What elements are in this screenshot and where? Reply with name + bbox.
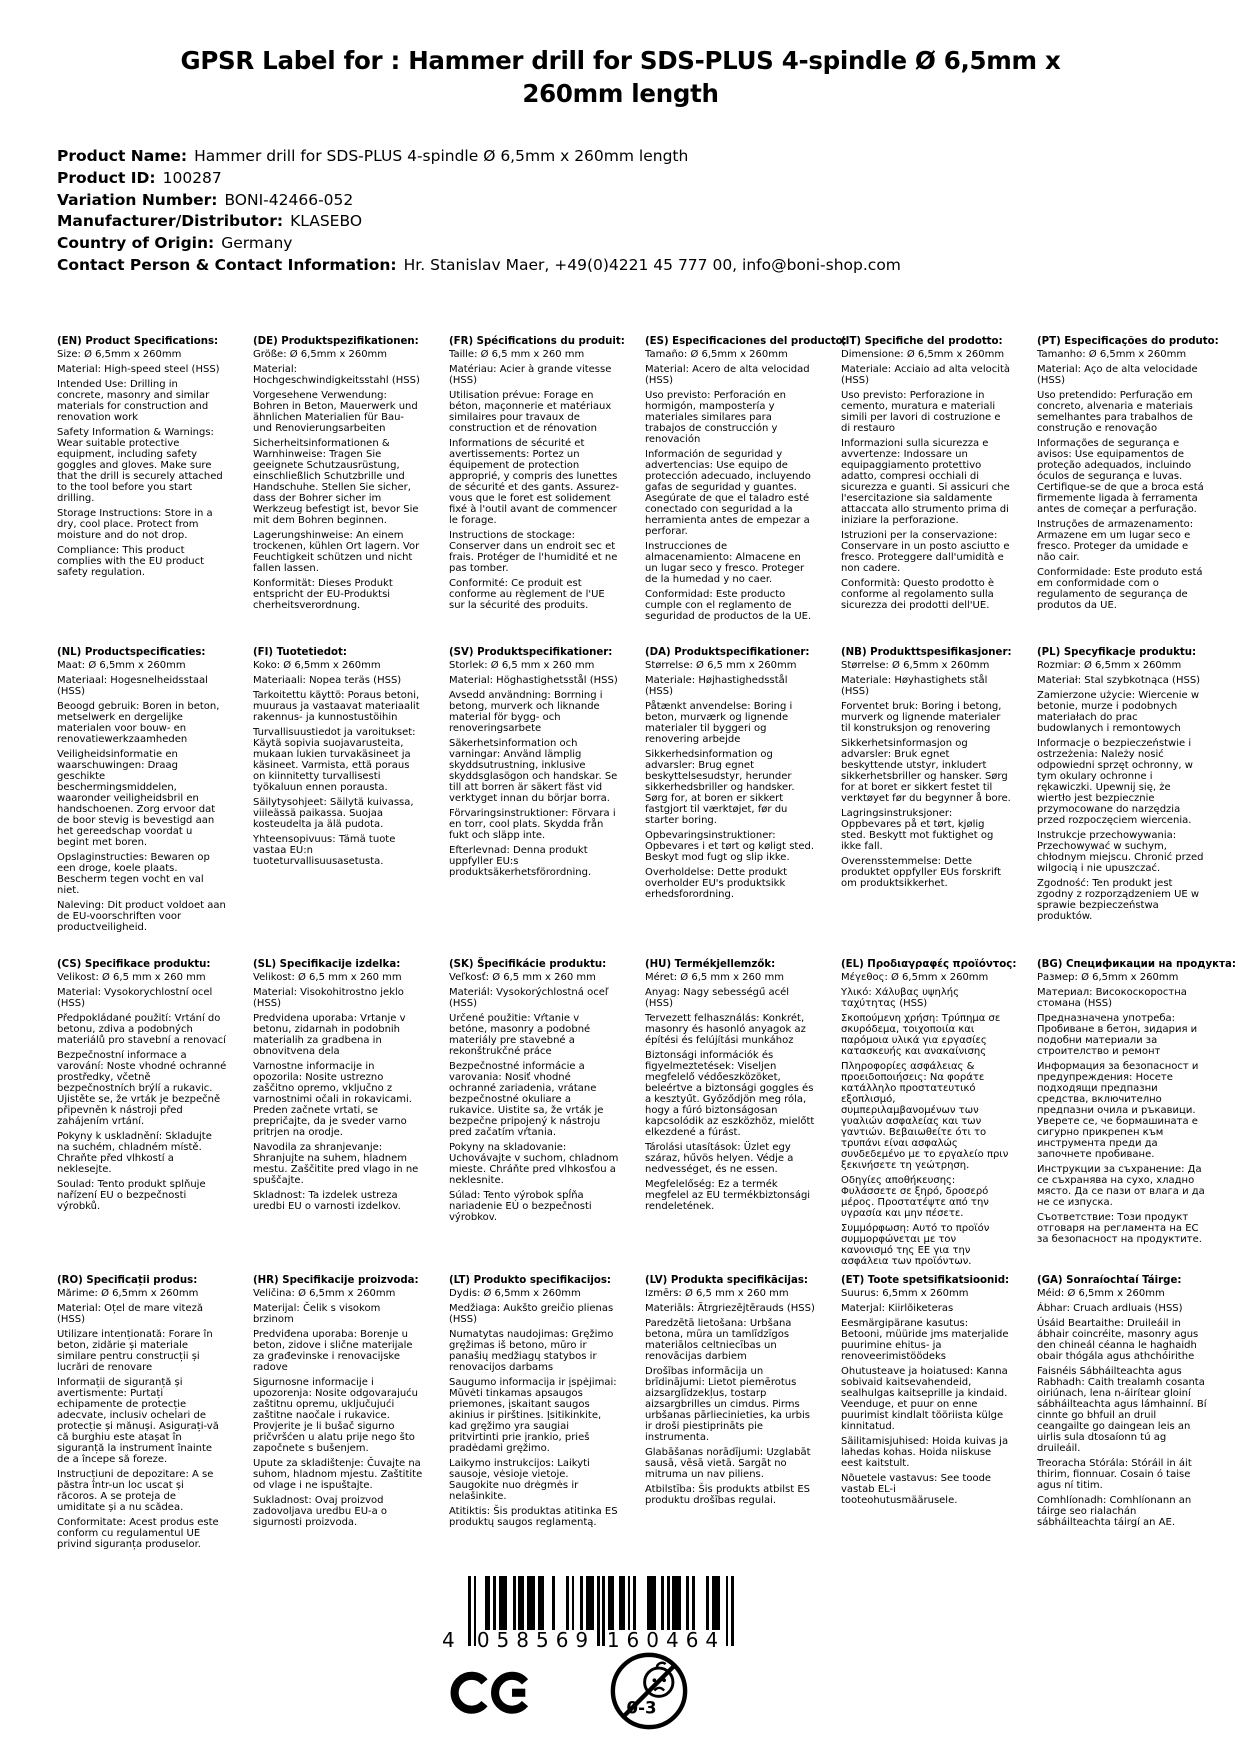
language-block-header: (BG) Спецификации на продукта: [1037, 959, 1236, 970]
language-block-fi [253, 647, 423, 959]
language-block-paragraph: Предназначена употреба: Пробиване в бетон, зидария и подобни материали за строителство и ремонт [1037, 1013, 1198, 1057]
language-block-paragraph: Materiale: Acciaio ad alta velocità (HSS) [841, 364, 1011, 386]
language-block-paragraph: Инструкции за съхранение: Да се съхранява на сухо, хладно място. Да се пази от влага и да не се изпуска. [1037, 1164, 1205, 1208]
language-block-ga [1037, 1275, 1207, 1554]
language-block-paragraph: Material: Acero de alta velocidad (HSS) [645, 364, 810, 386]
language-block-paragraph: Istruzioni per la conservazione: Conservare in un posto asciutto e fresco. Proteggere dall'umidità e non cadere. [841, 530, 1010, 574]
language-block-paragraph: Overholdelse: Dette produkt overholder EU's produktsikk erhedsforordning. [645, 867, 788, 900]
language-block-paragraph: Instruções de armazenamento: Armazene em um lugar seco e fresco. Proteger da umidade e não cair. [1037, 519, 1194, 563]
language-block-paragraph: Compliance: This product complies with the EU product safety regulation. [57, 545, 205, 578]
language-block-paragraph: Skladnost: Ta izdelek ustreza uredbi EU o varnosti izdelkov. [253, 1190, 401, 1212]
language-block-paragraph: Opslaginstructies: Bewaren op een droge, koele plaats. Bescherm tegen vocht en val niet. [57, 852, 210, 896]
language-block-paragraph: Pokyny k uskladnění: Skladujte na suchém, chladném místě. Chraňte před vlhkostí a neklesejte. [57, 1131, 212, 1175]
language-block-el [841, 959, 1017, 1275]
language-block-paragraph: Säkerhetsinformation och varningar: Använd lämplig skyddsutrustning, inklusive skyddsglasögon och handskar. Se till att borren är säkert fäst vid verktyget innan du börjar borra. [449, 738, 618, 804]
product-info-label: Manufacturer/Distributor: [57, 212, 284, 231]
language-block-paragraph: Soulad: Tento produkt splňuje nařízení EU o bezpečnosti výrobků. [57, 1179, 206, 1212]
language-block-header: (SV) Produktspecifikationer: [449, 647, 613, 658]
language-block-paragraph: Instrucțiuni de depozitare: A se păstra într-un loc uscat și răcoros. A se proteja de umiditate și a nu scădea. [57, 1469, 214, 1513]
language-block-paragraph: Predviđena uporaba: Borenje u beton, zidove i slične materijale za građevinske i renovacijske radove [253, 1329, 413, 1373]
barcode-bar [566, 1576, 569, 1630]
language-block-paragraph: Tervezett felhasználás: Konkrét, masonry és hasonló anyagok az építési és felújítási munkához [645, 1013, 806, 1046]
language-block-paragraph: Materiale: Høyhastighets stål (HSS) [841, 675, 988, 697]
language-block-header: (DE) Produktspezifikationen: [253, 336, 419, 347]
product-info-label: Product ID: [57, 168, 156, 187]
language-block-paragraph: Material: High-speed steel (HSS) [57, 364, 220, 375]
language-block-header: (RO) Specificații produs: [57, 1275, 198, 1286]
language-block-paragraph: Tarkoitettu käyttö: Poraus betoni, muuraus ja vastaavat materiaalit rakennus- ja kunnostustöihin [253, 690, 420, 723]
language-block-paragraph: Tárolási utasítások: Üzlet egy száraz, hűvös helyen. Védje a nedvességet, és ne essen. [645, 1142, 794, 1175]
language-block-header: (CS) Specifikace produktu: [57, 959, 211, 970]
language-block-header: (HU) Termékjellemzők: [645, 959, 776, 970]
language-block-paragraph: Информация за безопасност и предупреждения: Носете подходящи предпазни средства, включително предпазни очила и ръкавици. Уверете се, че бормашината е сигурно прикрепен към инструмента преди да започнете пробиване. [1037, 1061, 1199, 1160]
barcode-bar [706, 1576, 709, 1630]
language-block-paragraph: Größe: Ø 6,5mm x 260mm [253, 349, 388, 360]
barcode-bar [504, 1576, 507, 1630]
language-block-paragraph: Tamanho: Ø 6,5mm x 260mm [1037, 349, 1187, 360]
language-block-paragraph: Naleving: Dit product voldoet aan de EU-voorschriften voor productveiligheid. [57, 900, 226, 933]
language-block-paragraph: Instructions de stockage: Conserver dans un endroit sec et frais. Protéger de l'humidité et ne pas tomber. [449, 530, 618, 574]
language-block-header: (ES) Especificaciones del producto: [645, 336, 847, 347]
language-block-header: (SK) Špecifikácie produktu: [449, 959, 607, 970]
language-block-paragraph: Размер: Ø 6,5mm x 260mm [1037, 972, 1179, 983]
age-warning-0-3-icon [608, 1650, 690, 1736]
language-block-it [841, 336, 1011, 647]
language-grid [57, 336, 1236, 1554]
language-block-paragraph: Drošības informācija un brīdinājumi: Lietot piemērotus aizsarglīdzekļus, tostarp aizsargbrilles un cimdus. Pirms urbšanas pārliecinieties, ka urbis ir droši piestiprināts pie instrumenta. [645, 1366, 810, 1443]
language-block-paragraph: Suurus: 6,5mm x 260mm [841, 1288, 969, 1299]
language-block-paragraph: Conformità: Questo prodotto è conforme al regolamento sulla sicurezza dei prodotti dell'UE. [841, 578, 995, 611]
language-block-paragraph: Säilitamisjuhised: Hoida kuivas ja lahedas kohas. Hoida niiskuse eest kaitstult. [841, 1436, 1009, 1469]
language-block-paragraph: Mărime: Ø 6,5mm x 260mm [57, 1288, 199, 1299]
language-block-paragraph: Conformitate: Acest produs este conform cu regulamentul UE privind siguranța produselor. [57, 1517, 219, 1550]
product-info-row [57, 233, 901, 255]
barcode-bar [591, 1576, 594, 1630]
language-block-paragraph: Instrucciones de almacenamiento: Almacene en un lugar seco y fresco. Proteger de la humedad y no caer. [645, 541, 805, 585]
language-block-paragraph: Opbevaringsinstruktioner: Opbevares i et tørt og køligt sted. Beskyt mod fugt og slip ikke. [645, 830, 815, 863]
barcode-bar [611, 1576, 614, 1630]
language-block-paragraph: Förvaringsinstruktioner: Förvara i en torr, cool plats. Skydda från fukt och släpp inte. [449, 808, 616, 841]
language-block-paragraph: Informații de siguranță și avertismente: Purtați echipamente de protecție adecvate, inclusiv ochelari de protecție și mănuși. Asigurați-vă că burghiu este atașat în siguranță la instrument înainte de a începe să foreze. [57, 1377, 219, 1465]
language-block-paragraph: Matériau: Acier à grande vitesse (HSS) [449, 364, 612, 386]
product-info-label: Country of Origin: [57, 234, 215, 253]
barcode-bar [622, 1576, 625, 1630]
language-block-paragraph: Conformité: Ce produit est conforme au règlement de l'UE sur la sécurité des produits. [449, 578, 605, 611]
language-block-paragraph: Materiāls: Ātrgriezējtērauds (HSS) [645, 1303, 815, 1314]
barcode-bar [468, 1576, 471, 1646]
barcode-bar [521, 1576, 524, 1630]
language-block-fr [449, 336, 625, 647]
language-block-paragraph: Nõuetele vastavus: See toode vastab EL-i tooteohutusmäärusele. [841, 1473, 992, 1506]
language-block-paragraph: Numatytas naudojimas: Gręžimo gręžimas iš betono, mūro ir panašių medžiagų statybos ir renovacijos darbams [449, 1329, 614, 1373]
language-block-paragraph: Laikymo instrukcijos: Laikyti sausoje, vėsioje vietoje. Saugokite nuo drėgmės ir nelašinkite. [449, 1458, 590, 1502]
language-block-paragraph: Zamierzone użycie: Wiercenie w betonie, murze i podobnych materiałach do prac budowlanych i remontowych [1037, 690, 1200, 734]
language-block-paragraph: Съответствие: Този продукт отговаря на регламента на ЕС за безопасност на продуктите. [1037, 1212, 1202, 1245]
language-block-paragraph: Materiál: Vysokorýchlostná oceľ (HSS) [449, 987, 609, 1009]
language-block-paragraph: Material: Oțel de mare viteză (HSS) [57, 1303, 203, 1325]
page-title: GPSR Label for : Hammer drill for SDS-PLUS 4-spindle Ø 6,5mm x 260mm length [180, 46, 1061, 109]
barcode-bar [541, 1576, 544, 1630]
barcode-lead-digit: 4 [442, 1628, 455, 1652]
language-block-paragraph: Πληροφορίες ασφάλειας & προειδοποιήσεις: Να φοράτε κατάλληλο προστατευτικό εξοπλισμό, συμπεριλαμβανομένων των γυαλιών ασφαλείας και των γαντιών. Βεβαιωθείτε ότι το τρυπάνι είναι ασφαλώς συνδεδεμένο με το εργαλείο πριν ξεκινήσετε τη γεώτρηση. [841, 1061, 1009, 1171]
product-info-value: KLASEBO [290, 212, 363, 231]
age-warning-label: 0-3 [626, 1698, 657, 1718]
language-block-paragraph: Sigurnosne informacije i upozorenja: Nosite odgovarajuću zaštitnu opremu, uključujući zaštitne naočale i rukavice. Provjerite je li bušač sigurno pričvršćen u alatu prije nego što započnete s bušenjem. [253, 1377, 419, 1454]
barcode-bar [633, 1576, 636, 1630]
product-info [57, 146, 901, 277]
language-block-da [645, 647, 815, 959]
language-block-paragraph: Uso pretendido: Perfuração em concreto, alvenaria e materiais semelhantes para trabalhos de construção e renovação [1037, 390, 1193, 434]
barcode-group-2: 160464 [606, 1628, 726, 1652]
language-block-paragraph: Dimensione: Ø 6,5mm x 260mm [841, 349, 1005, 360]
language-block-paragraph: Instrukcje przechowywania: Przechowywać w suchym, chłodnym miejscu. Chronić przed wilgocią i nie upuszczać. [1037, 830, 1204, 874]
language-block-nl [57, 647, 227, 959]
barcode-bar [667, 1576, 670, 1630]
ean13-barcode [442, 1576, 734, 1668]
product-info-label: Variation Number: [57, 190, 218, 209]
product-info-value: 100287 [162, 168, 222, 187]
language-block-paragraph: Zgodność: Ten produkt jest zgodny z rozporządzeniem UE w sprawie bezpieczeństwa produktów. [1037, 878, 1200, 922]
language-block-paragraph: Informacje o bezpieczeństwie i ostrzeżenia: Należy nosić odpowiedni sprzęt ochronny, w tym okulary ochronne i rękawiczki. Upewnij się, że wiertło jest bezpiecznie przymocowane do narzędzia przed rozpoczęciem wiercenia. [1037, 738, 1193, 826]
language-block-paragraph: Forventet bruk: Boring i betong, murverk og lignende materialer til konstruksjon og renovering [841, 701, 1002, 734]
product-info-row [57, 255, 901, 277]
language-block-en [57, 336, 227, 647]
language-block-sl [253, 959, 423, 1275]
language-block-paragraph: Uso previsto: Perforazione in cemento, muratura e materiali simili per lavori di costruzione e di restauro [841, 390, 1001, 434]
language-block-paragraph: Vorgesehene Verwendung: Bohren in Beton, Mauerwerk und ähnlichen Materialien für Bau- und Renovierungsarbeiten [253, 390, 418, 434]
barcode-bar [597, 1576, 600, 1646]
language-block-paragraph: Informations de sécurité et avertissements: Portez un équipement de protection approprié, y compris des lunettes de sécurité et des gants. Assurez-vous que le foret est solidement fixé à l'outil avant de commencer le forage. [449, 438, 619, 526]
language-block-paragraph: Sikkerhedsinformation og advarsler: Brug egnet beskyttelsesudstyr, herunder sikkerhedsbriller og handsker. Sørg for, at boren er sikkert fastgjort til værktøjet, før du starter boring. [645, 749, 795, 826]
language-block-paragraph: Storage Instructions: Store in a dry, cool place. Protect from moisture and do not drop. [57, 508, 213, 541]
language-block-header: (NB) Produkttspesifikasjoner: [841, 647, 1012, 658]
language-block-header: (EL) Προδιαγραφές προϊόντος: [841, 959, 1017, 970]
language-block-paragraph: Izmērs: Ø 6,5 mm x 260 mm [645, 1288, 789, 1299]
language-block-cs [57, 959, 227, 1275]
barcode-bar [717, 1576, 720, 1630]
language-block-header: (PL) Specyfikacje produktu: [1037, 647, 1197, 658]
language-block-nb [841, 647, 1011, 959]
language-block-paragraph: Atbilstība: Šis produkts atbilst ES produktu drošības regulai. [645, 1484, 811, 1506]
language-block-paragraph: Οδηγίες αποθήκευσης: Φυλάσσετε σε ξηρό, δροσερό μέρος. Προστατέψτε από την υγρασία και μην πέσετε. [841, 1175, 989, 1219]
language-block-paragraph: Overensstemmelse: Dette produktet oppfyller EUs forskrift om produktsikkerhet. [841, 856, 1002, 889]
language-block-paragraph: Utilisation prévue: Forage en béton, maçonnerie et matériaux similaires pour travaux de construction et de rénovation [449, 390, 612, 434]
ce-mark-icon [448, 1664, 540, 1724]
language-block-paragraph: Avsedd användning: Borrning i betong, murverk och liknande material för bygg- och renoveringsarbete [449, 690, 603, 734]
language-block-header: (PT) Especificações do produto: [1037, 336, 1219, 347]
product-info-value: Hr. Stanislav Maer, +49(0)4221 45 777 00, info@boni-shop.com [403, 255, 901, 274]
barcode-bar [731, 1576, 734, 1646]
language-block-paragraph: Atitiktis: Šis produktas atitinka ES produktų saugos reglamentą. [449, 1506, 618, 1528]
language-block-paragraph: Maat: Ø 6,5mm x 260mm [57, 660, 186, 671]
language-block-paragraph: Glabāšanas norādījumi: Uzglabāt sausā, vēsā vietā. Sargāt no mitruma un nav piliens. [645, 1447, 811, 1480]
language-block-paragraph: Sicherheitsinformationen & Warnhinweise: Tragen Sie geeignete Schutzausrüstung, einschließlich Schutzbrille und Handschuhe. Stellen Sie sicher, dass der Bohrer sicher im Werkzeug befestigt ist, bevor Sie mit dem Bohren beginnen. [253, 438, 419, 526]
language-block-paragraph: Navodila za shranjevanje: Shranjujte na suhem, hladnem mestu. Zaščitite pred vlago in ne spuščajte. [253, 1142, 419, 1186]
language-block-paragraph: Koko: Ø 6,5mm x 260mm [253, 660, 381, 671]
language-block-paragraph: Material: Höghastighetsstål (HSS) [449, 675, 618, 686]
language-block-paragraph: Size: Ø 6,5mm x 260mm [57, 349, 182, 360]
product-info-row [57, 168, 901, 190]
language-block-paragraph: Materjal: Kiirlõiketeras [841, 1303, 954, 1314]
language-block-lt [449, 1275, 619, 1554]
language-block-header: (GA) Sonraíochtaí Táirge: [1037, 1275, 1182, 1286]
language-block-paragraph: Materiale: Højhastighedsstål (HSS) [645, 675, 788, 697]
barcode-bar [572, 1576, 575, 1630]
language-block-paragraph: Sikkerhetsinformasjon og advarsler: Bruk egnet beskyttende utstyr, inkludert sikkerhetsbriller og hansker. Sørg for at boret er sikkert festet til verktøyet før du begynner å bore. [841, 738, 1011, 804]
language-block-paragraph: Taille: Ø 6,5 mm x 260 mm [449, 349, 585, 360]
language-block-paragraph: Pokyny na skladovanie: Uchovávajte v suchom, chladnom mieste. Chráňte pred vlhkosťou a neklesnite. [449, 1142, 619, 1186]
language-block-ro [57, 1275, 227, 1554]
language-block-header: (FR) Spécifications du produit: [449, 336, 625, 347]
language-block-paragraph: Lagringsinstruksjoner: Oppbevares på et tørt, kjølig sted. Beskytt mot fuktighet og ikke fall. [841, 808, 994, 852]
language-block-header: (DA) Produktspecifikationer: [645, 647, 810, 658]
language-block-paragraph: Méret: Ø 6,5 mm x 260 mm [645, 972, 784, 983]
language-block-header: (LT) Produkto specifikacijos: [449, 1275, 611, 1286]
language-block-paragraph: Úsáid Beartaithe: Druileáil in ábhair coincréite, masonry agus den chineál céanna le haghaidh obair thógála agus athchóirithe [1037, 1318, 1199, 1362]
barcode-bar [628, 1576, 631, 1630]
language-block-paragraph: Materiał: Stal szybkotnąca (HSS) [1037, 675, 1201, 686]
language-block-paragraph: Material: Vysokorychlostní ocel (HSS) [57, 987, 213, 1009]
product-info-value: BONI-42466-052 [224, 190, 354, 209]
language-block-paragraph: Saugumo informacija ir įspėjimai: Mūvėti tinkamas apsaugos priemones, įskaitant saugos akinius ir pirštines. Įsitikinkite, kad gręžimo yra saugiai pritvirtinti prie įrankio, prieš pradėdami gręžimo. [449, 1377, 617, 1454]
language-block-paragraph: Lagerungshinweise: An einem trockenen, kühlen Ort lagern. Vor Feuchtigkeit schützen und nicht fallen lassen. [253, 530, 420, 574]
language-block-paragraph: Medžiaga: Aukšto greičio plienas (HSS) [449, 1303, 614, 1325]
product-info-value: Germany [221, 234, 293, 253]
language-block-paragraph: Storlek: Ø 6,5 mm x 260 mm [449, 660, 595, 671]
language-block-paragraph: Velikost: Ø 6,5 mm x 260 mm [253, 972, 402, 983]
language-block-paragraph: Utilizare intenționată: Forare în beton, zidărie și materiale similare pentru construcții și lucrări de renovare [57, 1329, 213, 1373]
product-info-value: Hammer drill for SDS-PLUS 4-spindle Ø 6,5mm x 260mm length [194, 147, 689, 165]
language-block-paragraph: Předpokládané použití: Vrtání do betonu, zdiva a podobných materiálů pro stavební a renovací [57, 1013, 226, 1046]
language-block-paragraph: Informações de segurança e avisos: Use equipamentos de proteção adequados, incluindo óculos de segurança e luvas. Certifique-se de que a broca está firmemente ligada à ferramenta antes de começar a perfuração. [1037, 438, 1204, 515]
language-block-paragraph: Dydis: Ø 6,5mm x 260mm [449, 1288, 581, 1299]
language-block-paragraph: Bezpečnostné informácie a varovania: Nosiť vhodné ochranné zariadenia, vrátane bezpečnostné okuliare a rukavice. Uistite sa, že vrták je bezpečne pripojený k nástroju pred začatím vŕtania. [449, 1061, 604, 1138]
language-block-lv [645, 1275, 815, 1554]
language-block-paragraph: Ohutusteave ja hoiatused: Kanna sobivaid kaitsevahendeid, sealhulgas kaitseprille ja kindaid. Veenduge, et puur on enne puurimist kindlalt tööriista külge kinnitatud. [841, 1366, 1008, 1432]
language-block-es [645, 336, 847, 647]
language-block-paragraph: Påtænkt anvendelse: Boring i beton, murværk og lignende materialer til byggeri og renovering arbejde [645, 701, 793, 745]
language-block-paragraph: Ábhar: Cruach ardluais (HSS) [1037, 1303, 1183, 1314]
language-block-paragraph: Μέγεθος: Ø 6,5mm x 260mm [841, 972, 989, 983]
barcode-bar [653, 1576, 656, 1630]
language-block-paragraph: Υλικό: Χάλυβας υψηλής ταχύτητας (HSS) [841, 987, 959, 1009]
language-block-et [841, 1275, 1011, 1554]
language-block-paragraph: Veiligheidsinformatie en waarschuwingen: Draag geschikte beschermingsmiddelen, waaronder veiligheidsbril en handschoenen. Zorg ervoor dat de boor stevig is bevestigd aan het gereedschap voordat u begint met boren. [57, 749, 216, 848]
language-block-paragraph: Säilytysohjeet: Säilytä kuivassa, viileässä paikassa. Suojaa kosteudelta ja älä pudota. [253, 797, 414, 830]
barcode-bar [488, 1576, 491, 1630]
language-block-paragraph: Méid: Ø 6,5mm x 260mm [1037, 1288, 1165, 1299]
language-block-paragraph: Velikost: Ø 6,5 mm x 260 mm [57, 972, 206, 983]
product-info-row [57, 190, 901, 212]
language-block-paragraph: Material: Hochgeschwindigkeitsstahl (HSS) [253, 364, 420, 386]
language-block-paragraph: Určené použitie: Vŕtanie v betóne, masonry a podobné materiály pre stavebné a rekonštrukčné práce [449, 1013, 591, 1057]
language-block-paragraph: Συμμόρφωση: Αυτό το προϊόν συμμορφώνεται με τον κανονισμό της ΕΕ για την ασφάλεια των προϊόντων. [841, 1223, 990, 1267]
language-block-header: (FI) Tuotetiedot: [253, 647, 347, 658]
language-block-paragraph: Safety Information & Warnings: Wear suitable protective equipment, including safety goggles and gloves. Make sure that the drill is securely attached to the tool before you start drilling. [57, 427, 223, 504]
language-block-bg [1037, 959, 1236, 1275]
barcode-bar [552, 1576, 555, 1630]
language-block-pl [1037, 647, 1207, 959]
language-block-paragraph: Informazioni sulla sicurezza e avvertenze: Indossare un equipaggiamento protettivo adatto, compresi occhiali di sicurezza e guanti. Si assicuri che l'esercitazione sia saldamente attaccata allo strumento prima di iniziare la perforazione. [841, 438, 1010, 526]
product-info-row [57, 211, 901, 233]
language-block-hr [253, 1275, 423, 1554]
language-block-paragraph: Tamaño: Ø 6,5mm x 260mm [645, 349, 788, 360]
language-block-paragraph: Material: Visokohitrostno jeklo (HSS) [253, 987, 404, 1009]
barcode-bar [580, 1576, 583, 1630]
language-block-paragraph: Yhteensopivuus: Tämä tuote vastaa EU:n tuoteturvallisuusasetusta. [253, 834, 396, 867]
language-block-paragraph: Rozmiar: Ø 6,5mm x 260mm [1037, 660, 1182, 671]
product-info-label: Contact Person & Contact Information: [57, 255, 397, 274]
language-block-paragraph: Biztonsági információk és figyelmeztetések: Viseljen megfelelő védőeszközöket, beleértve a biztonsági goggles és a kesztyűt. Győződjön meg róla, hogy a fúró biztonságosan kapcsolódik az eszközhöz, mielőtt elkezdené a fúrást. [645, 1050, 815, 1138]
language-block-paragraph: Materiaali: Nopea teräs (HSS) [253, 675, 402, 686]
language-block-header: (NL) Productspecificaties: [57, 647, 206, 658]
language-block-paragraph: Conformidad: Este producto cumple con el reglamento de seguridad de productos de la UE. [645, 589, 812, 622]
language-block-header: (HR) Specifikacije proizvoda: [253, 1275, 419, 1286]
language-block-header: (ET) Toote spetsifikatsioonid: [841, 1275, 1010, 1286]
barcode-bar [692, 1576, 695, 1630]
barcode-bar [513, 1576, 516, 1630]
language-block-paragraph: Bezpečnostní informace a varování: Noste vhodné ochranné prostředky, včetně bezpečnostních brýlí a rukavic. Ujistěte se, že vrták je bezpečně připevněn k nástroji před zahájením vrtání. [57, 1050, 227, 1127]
barcode-bar [602, 1576, 605, 1646]
barcode-bar [661, 1576, 664, 1630]
language-block-paragraph: Størrelse: Ø 6,5mm x 260mm [841, 660, 990, 671]
language-block-paragraph: Størrelse: Ø 6,5 mm x 260mm [645, 660, 797, 671]
language-block-header: (SL) Specifikacije izdelka: [253, 959, 401, 970]
language-block-paragraph: Turvallisuustiedot ja varoitukset: Käytä sopivia suojavarusteita, mukaan lukien turvakäsineet ja käsineet. Varmista, että poraus on kiinnitetty turvallisesti työkaluun ennen porausta. [253, 727, 416, 793]
language-block-paragraph: Upute za skladištenje: Čuvajte na suhom, hladnom mjestu. Zaštitite od vlage i ne ispuštajte. [253, 1458, 423, 1491]
language-block-paragraph: Materiaal: Hogesnelheidsstaal (HSS) [57, 675, 208, 697]
barcode-bar [726, 1576, 729, 1646]
language-block-paragraph: Paredzētā lietošana: Urbšana betona, mūra un tamlīdzīgos materiālos celtniecības un renovācijas darbiem [645, 1318, 792, 1362]
language-block-paragraph: Uso previsto: Perforación en hormigón, mampostería y materiales similares para trabajos de construcción y renovación [645, 390, 786, 445]
language-block-paragraph: Материал: Високоскоростна стомана (HSS) [1037, 987, 1187, 1009]
barcode-group-1: 058569 [476, 1628, 596, 1652]
language-block-header: (IT) Specifiche del prodotto: [841, 336, 1003, 347]
barcode-bar [678, 1576, 681, 1630]
language-block-paragraph: Beoogd gebruik: Boren in beton, metselwerk en dergelijke materialen voor bouw- en renovatiewerkzaamheden [57, 701, 220, 745]
product-info-row [57, 146, 901, 168]
language-block-paragraph: Efterlevnad: Denna produkt uppfyller EU:s produktsäkerhetsförordning. [449, 845, 592, 878]
language-block-paragraph: Konformität: Dieses Produkt entspricht der EU-Produktsi cherheitsverordnung. [253, 578, 393, 611]
language-block-sk [449, 959, 619, 1275]
language-block-paragraph: Sukladnost: Ovaj proizvod zadovoljava uredbu EU-a o sigurnosti proizvoda. [253, 1495, 388, 1528]
language-block-paragraph: Anyag: Nagy sebességű acél (HSS) [645, 987, 790, 1009]
language-block-paragraph: Varnostne informacije in opozorila: Nosite ustrezno zaščitno opremo, vključno z varnostnimi očali in rokavicami. Preden začnete vrtati, se prepričajte, da je sveder varno pritrjen na orodje. [253, 1061, 412, 1138]
language-block-de [253, 336, 423, 647]
language-block-paragraph: Comhlíonadh: Comhlíonann an táirge seo rialachán sábháilteachta táirgí an AE. [1037, 1495, 1192, 1528]
language-block-paragraph: Eesmärgipärane kasutus: Betooni, müüride jms materjalide puurimine ehitus- ja renoveerimistöödeks [841, 1318, 1009, 1362]
language-block-pt [1037, 336, 1219, 647]
language-block-header: (EN) Product Specifications: [57, 336, 219, 347]
language-block-paragraph: Treoracha Stórála: Stóráil in áit thirim, fionnuar. Cosain ó taise agus ní titim. [1037, 1458, 1192, 1491]
language-block-paragraph: Veličina: Ø 6,5mm x 260mm [253, 1288, 396, 1299]
language-block-paragraph: Predvidena uporaba: Vrtanje v betonu, zidarnah in podobnih materialih za gradbena in obnovitvena dela [253, 1013, 406, 1057]
barcode-bar [686, 1576, 689, 1630]
language-block-paragraph: Súlad: Tento výrobok spĺňa nariadenie EÚ o bezpečnosti výrobkov. [449, 1190, 592, 1223]
language-block-paragraph: Megfelelőség: Ez a termék megfelel az EU termékbiztonsági rendeletének. [645, 1179, 811, 1212]
language-block-header: (LV) Produkta specifikācijas: [645, 1275, 808, 1286]
language-block-paragraph: Veľkosť: Ø 6,5 mm x 260 mm [449, 972, 596, 983]
language-block-paragraph: Información de seguridad y advertencias: Use equipo de protección adecuado, incluyendo gafas de seguridad y guantes. Asegúrate de que el taladro esté conectado con seguridad a la herramienta antes de empezar a perforar. [645, 449, 811, 537]
language-block-paragraph: Σκοπούμενη χρήση: Τρύπημα σε σκυρόδεμα, τοιχοποιία και παρόμοια υλικά για εργασίες κατασκευής και ανακαίνισης [841, 1013, 1001, 1057]
language-block-paragraph: Conformidade: Este produto está em conformidade com o regulamento de segurança de produtos da UE. [1037, 567, 1203, 611]
language-block-sv [449, 647, 619, 959]
language-block-paragraph: Materijal: Čelik s visokom brzinom [253, 1303, 381, 1325]
language-block-paragraph: Intended Use: Drilling in concrete, masonry and similar materials for construction and renovation work [57, 379, 210, 423]
language-block-paragraph: Faisnéis Sábháilteachta agus Rabhadh: Caith trealamh cosanta oiriúnach, lena n-áirítear gloiní sábháilteachta agus lámhainní. Bí cinnte go bhfuil an druil ceangailte go daingean leis an uirlis sula dtosaíonn tú ag druileáil. [1037, 1366, 1207, 1454]
language-block-paragraph: Material: Aço de alta velocidade (HSS) [1037, 364, 1198, 386]
barcode-bar [532, 1576, 535, 1630]
language-block-hu [645, 959, 815, 1275]
product-info-label: Product Name: [57, 147, 188, 165]
barcode-bar [493, 1576, 496, 1630]
